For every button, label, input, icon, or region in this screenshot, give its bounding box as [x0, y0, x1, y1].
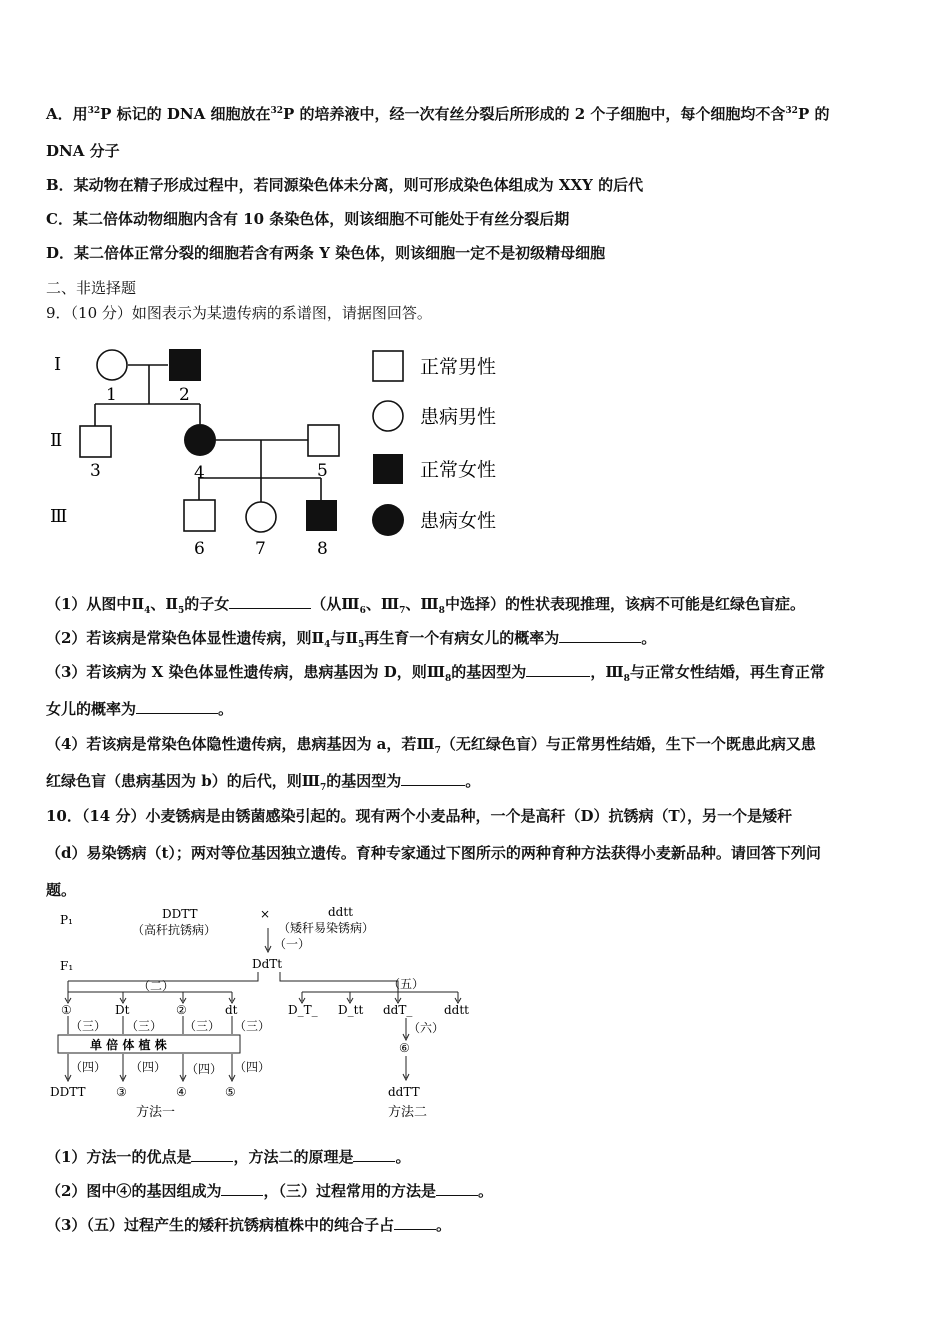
dh-3: ③ — [116, 1085, 127, 1099]
step-5-label: （五） — [388, 977, 425, 991]
f1-genotype: DdTt — [252, 957, 283, 971]
pedigree-individual-2 — [169, 349, 201, 381]
step-4-label: （四） — [186, 1062, 223, 1076]
q10-sub1: （1）方法一的优点是 ，方法二的原理是 。 — [46, 1148, 411, 1166]
q9-sub2: （2）若该病是常染色体显性遗传病，则$Ⅱ_4$与$Ⅱ_5$再生育一个有病女儿的概率为 。 — [46, 629, 657, 650]
f2-d-t: D_T_ — [288, 1003, 318, 1017]
pedigree-individual-8 — [306, 500, 337, 531]
gamete-dt-lower: dt — [225, 1003, 238, 1017]
step-1-label: （一） — [274, 937, 311, 951]
pedigree-label-5: 5 — [317, 461, 328, 481]
answer-blank[interactable] — [191, 1147, 233, 1162]
q10-stem-line1: 10．（14 分）小麦锈病是由锈菌感染引起的。现有两个小麦品种，一个是高秆（D）抗锈病（T），另一个是矮秆 — [46, 807, 793, 825]
answer-blank[interactable] — [229, 594, 311, 609]
answer-blank[interactable] — [136, 699, 218, 714]
dh-5: ⑤ — [225, 1085, 236, 1099]
parent1-genotype: DDTT — [162, 907, 198, 921]
method-2-label: 方法二 — [388, 1105, 428, 1120]
step-3-label: （三） — [234, 1019, 271, 1033]
step-4-label: （四） — [70, 1060, 107, 1074]
pedigree-individual-5 — [308, 425, 339, 456]
q9-sub3-line2: 女儿的概率为 。 — [46, 700, 234, 718]
pedigree-individual-6 — [184, 500, 215, 531]
legend-affected-female: 患病女性 — [420, 510, 497, 532]
legend-affected-male: 患病男性 — [420, 406, 497, 428]
answer-blank[interactable] — [526, 662, 590, 677]
generation-label-i: I — [54, 354, 62, 375]
section-title: 二、非选择题 — [46, 279, 137, 297]
pedigree-label-8: 8 — [317, 539, 328, 559]
pedigree-label-6: 6 — [194, 539, 205, 559]
parent2-genotype: ddtt — [328, 906, 354, 919]
q10-stem-line3: 题。 — [46, 881, 77, 899]
step-6-label: （六） — [408, 1021, 445, 1035]
f2-ddt: ddT_ — [383, 1003, 413, 1017]
gamete-dt-upper: Dt — [115, 1003, 130, 1017]
answer-blank[interactable] — [436, 1181, 478, 1196]
legend-symbol-normal-female — [373, 454, 403, 484]
legend-symbol-affected-female — [372, 504, 404, 536]
step-3-label: （三） — [126, 1019, 163, 1033]
label-f1: F₁ — [60, 959, 74, 973]
parent2-phenotype: （矮秆易染锈病） — [278, 921, 375, 935]
f2-d-tt: D_tt — [338, 1003, 364, 1017]
answer-blank[interactable] — [394, 1215, 436, 1230]
q9-sub3-line1: （3）若该病为 X 染色体显性遗传病，患病基因为 D，则$Ⅲ_8$的基因型为 ，$Ⅲ_8$与正常女性结婚，再生育正常 — [46, 663, 825, 684]
pedigree-label-2: 2 — [179, 385, 190, 405]
pedigree-individual-3 — [80, 426, 111, 457]
pedigree-label-7: 7 — [255, 539, 266, 559]
legend-normal-male: 正常男性 — [420, 356, 497, 378]
pedigree-label-4: 4 — [194, 463, 205, 483]
dh-4: ④ — [176, 1085, 187, 1099]
pedigree-individual-1 — [97, 350, 127, 380]
step-3-label: （三） — [184, 1019, 221, 1033]
answer-blank[interactable] — [221, 1181, 263, 1196]
option-d: D．某二倍体正常分裂的细胞若含有两条 Y 染色体，则该细胞一定不是初级精母细胞 — [46, 244, 606, 262]
pedigree-chart — [40, 340, 520, 565]
q10-stem-line2: （d）易染锈病（t）；两对等位基因独立遗传。育种专家通过下图所示的两种育种方法获得小麦新品种。请回答下列问 — [46, 844, 821, 862]
q9-sub4-line1: （4）若该病是常染色体隐性遗传病，患病基因为 a，若$Ⅲ_7$（无红绿色盲）与正常男性结婚，生下一个既患此病又患 — [46, 735, 816, 756]
option-c: C．某二倍体动物细胞内含有 10 条染色体，则该细胞不可能处于有丝分裂后期 — [46, 210, 570, 228]
option-a-line1: A．用$^{32}$P 标记的 DNA 细胞放在$^{32}$P 的培养液中，经一次有丝分裂后所形成的 2 个子细胞中，每个细胞均不含$^{32}$P 的 — [46, 105, 830, 123]
step-3-label: （三） — [70, 1019, 107, 1033]
pedigree-individual-4 — [184, 424, 216, 456]
q10-sub3: （3）（五）过程产生的矮秆抗锈病植株中的纯合子占 。 — [46, 1216, 451, 1234]
generation-label-iii: Ⅲ — [50, 506, 68, 527]
step-2-label: （二） — [138, 979, 175, 993]
step-4-label: （四） — [234, 1060, 271, 1074]
option-b: B．某动物在精子形成过程中，若同源染色体未分离，则可形成染色体组成为 XXY 的后代 — [46, 176, 644, 194]
legend-symbol-affected-male — [373, 401, 403, 431]
final-genotype: ddTT — [388, 1085, 420, 1099]
item-6: ⑥ — [399, 1041, 410, 1055]
option-a-line2: DNA 分子 — [46, 142, 120, 160]
q9-stem: 9．（10 分）如图表示为某遗传病的系谱图，请据图回答。 — [46, 304, 432, 322]
step-4-label: （四） — [130, 1060, 167, 1074]
cross-symbol: × — [260, 907, 271, 921]
pedigree-label-1: 1 — [106, 385, 117, 405]
answer-blank[interactable] — [353, 1147, 395, 1162]
q9-sub4-line2: 红绿色盲（患病基因为 b）的后代，则$Ⅲ_7$的基因型为 。 — [46, 772, 481, 793]
breeding-diagram — [46, 906, 486, 1126]
gamete-1: ① — [61, 1003, 72, 1017]
label-p1: P₁ — [60, 913, 73, 927]
parent1-phenotype: （高秆抗锈病） — [132, 923, 217, 937]
answer-blank[interactable] — [559, 628, 641, 643]
dh-ddtt: DDTT — [50, 1085, 86, 1099]
q9-sub1: （1）从图中$Ⅱ_4$、$Ⅱ_5$的子女 （从$Ⅲ_6$、$Ⅲ_7$、$Ⅲ_8$中选择）的性状表现推理，该病不可能是红绿色盲症。 — [46, 595, 805, 616]
generation-label-ii: Ⅱ — [50, 430, 63, 451]
answer-blank[interactable] — [401, 771, 465, 786]
legend-normal-female: 正常女性 — [420, 459, 497, 481]
haploid-label: 单 倍 体 植 株 — [90, 1038, 167, 1052]
f2-ddtt: ddtt — [444, 1003, 470, 1017]
method-1-label: 方法一 — [136, 1105, 176, 1120]
q10-sub2: （2）图中④的基因组成为 ，（三）过程常用的方法是 。 — [46, 1182, 493, 1200]
gamete-2: ② — [176, 1003, 187, 1017]
legend-symbol-normal-male — [373, 351, 403, 381]
pedigree-label-3: 3 — [90, 461, 101, 481]
pedigree-individual-7 — [246, 502, 276, 532]
